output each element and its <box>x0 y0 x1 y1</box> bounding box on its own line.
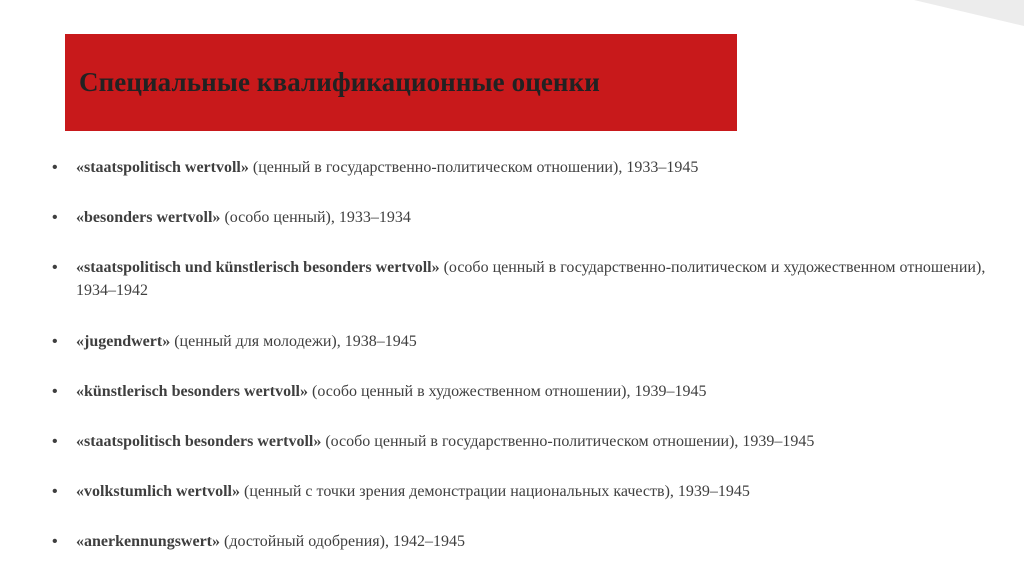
bullet-icon: • <box>52 333 58 350</box>
item-description: (особо ценный в государственно-политическом отношении), 1939–1945 <box>321 433 815 450</box>
item-description: (ценный с точки зрения демонстрации национальных качеств), 1939–1945 <box>240 483 750 500</box>
item-term: «volkstumlich wertvoll» <box>76 483 240 500</box>
list-item <box>52 156 992 202</box>
bullet-icon: • <box>52 433 58 450</box>
item-description: (особо ценный в государственно-политическом и художественном отношении), 1934–1942 <box>76 259 986 299</box>
bullet-icon: • <box>52 533 58 550</box>
list-item <box>52 206 992 252</box>
bullet-icon: • <box>52 209 58 226</box>
list-item <box>52 256 992 326</box>
item-term: «künstlerisch besonders wertvoll» <box>76 383 308 400</box>
list-item <box>52 530 992 574</box>
bullet-icon: • <box>52 383 58 400</box>
list-item <box>52 430 992 476</box>
item-term: «besonders wertvoll» <box>76 209 221 226</box>
corner-decoration <box>914 0 1024 26</box>
item-description: (достойный одобрения), 1942–1945 <box>220 533 465 550</box>
item-description: (особо ценный в художественном отношении), 1939–1945 <box>308 383 707 400</box>
item-term: «staatspolitisch wertvoll» <box>76 159 249 176</box>
slide-title: Специальные квалификационные оценки <box>79 67 600 97</box>
item-term: «anerkennungswert» <box>76 533 221 550</box>
list-item <box>52 480 992 526</box>
criteria-list <box>52 156 992 574</box>
item-description: (ценный для молодежи), 1938–1945 <box>170 333 417 350</box>
bullet-icon: • <box>52 159 58 176</box>
item-term: «staatspolitisch und künstlerisch besonders wertvoll» <box>76 259 440 276</box>
bullet-icon: • <box>52 483 58 500</box>
item-description: (особо ценный), 1933–1934 <box>220 209 411 226</box>
list-item <box>52 380 992 426</box>
list-item <box>52 330 992 376</box>
item-description: (ценный в государственно-политическом отношении), 1933–1945 <box>248 159 699 176</box>
bullet-icon: • <box>52 259 58 276</box>
item-term: «staatspolitisch besonders wertvoll» <box>76 433 322 450</box>
title-banner <box>65 34 737 131</box>
item-term: «jugendwert» <box>76 333 171 350</box>
